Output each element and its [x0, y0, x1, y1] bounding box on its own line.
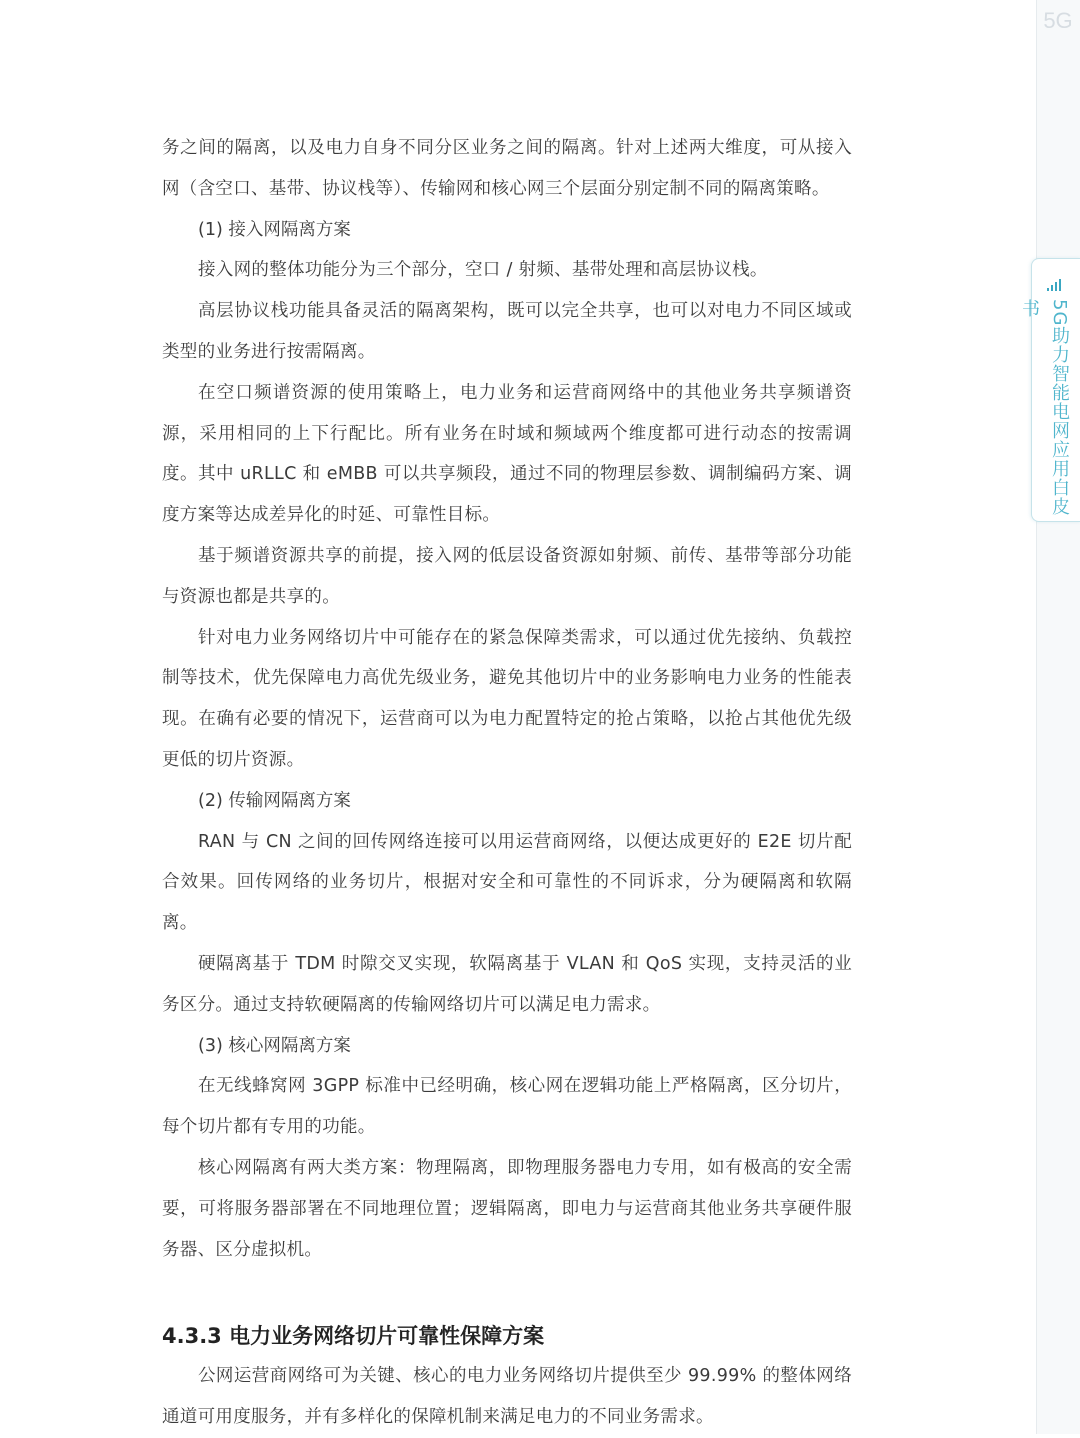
paragraph: 基于频谱资源共享的前提，接入网的低层设备资源如射频、前传、基带等部分功能与资源也都是共享的。: [162, 545, 852, 607]
paragraph: RAN 与 CN 之间的回传网络连接可以用运营商网络，以便达成更好的 E2E 切片配合效果。回传网络的业务切片，根据对安全和可靠性的不同诉求，分为硬隔离和软隔离。: [162, 831, 852, 934]
paragraph: 公网运营商网络可为关键、核心的电力业务网络切片提供至少 99.99% 的整体网络通道可用度服务，并有多样化的保障机制来满足电力的不同业务需求。: [162, 1366, 852, 1428]
paragraph: 接入网的整体功能分为三个部分，空口 / 射频、基带处理和高层协议栈。: [198, 260, 768, 281]
section-title: 4.3.3 电力业务网络切片可靠性保障方案: [162, 1324, 545, 1349]
paragraph: 核心网隔离有两大类方案：物理隔离，即物理服务器电力专用，如有极高的安全需要，可将服务器部署在不同地理位置；逻辑隔离，即电力与运营商其他业务共享硬件服务器、区分虚拟机。: [162, 1157, 852, 1260]
corner-logo-mark: 5G: [1043, 8, 1073, 33]
subsection-heading: (3) 核心网隔离方案: [198, 1035, 351, 1056]
subsection-heading: (2) 传输网隔离方案: [198, 790, 351, 811]
paragraph: 高层协议栈功能具备灵活的隔离架构，既可以完全共享，也可以对电力不同区域或类型的业务进行按需隔离。: [162, 301, 852, 362]
paragraph: 在空口频谱资源的使用策略上，电力业务和运营商网络中的其他业务共享频谱资源，采用相同的上下行配比。所有业务在时域和频域两个维度都可进行动态的按需调度。其中 uRLLC 和 eMBB 可以共享频段，通过不同的物理层参数、调制编码方案、调度方案等达成差异化的时延、可靠性目标。: [162, 382, 852, 526]
chapter-side-tab: [1019, 258, 1080, 522]
paragraph: 硬隔离基于 TDM 时隙交叉实现，软隔离基于 VLAN 和 QoS 实现，支持灵活的业务区分。通过支持软硬隔离的传输网络切片可以满足电力需求。: [162, 953, 852, 1015]
body-content: [162, 128, 852, 1438]
margin-strip: [1019, 0, 1080, 1434]
subsection-heading: (1) 接入网隔离方案: [198, 219, 351, 240]
signal-bars-icon: [1047, 279, 1061, 291]
side-tab-title: 5G助力智能电网应用白皮书: [1019, 299, 1070, 517]
paragraph: 针对电力业务网络切片中可能存在的紧急保障类需求，可以通过优先接纳、负载控制等技术，优先保障电力高优先级业务，避免其他切片中的业务影响电力业务的性能表现。在确有必要的情况下，运营商可以为电力配置特定的抢占策略，以抢占其他优先级更低的切片资源。: [162, 627, 852, 770]
paragraph: 务之间的隔离，以及电力自身不同分区业务之间的隔离。针对上述两大维度，可从接入网（含空口、基带、协议栈等）、传输网和核心网三个层面分别定制不同的隔离策略。: [162, 138, 852, 199]
paragraph: 在无线蜂窝网 3GPP 标准中已经明确，核心网在逻辑功能上严格隔离，区分切片，每个切片都有专用的功能。: [162, 1076, 852, 1138]
